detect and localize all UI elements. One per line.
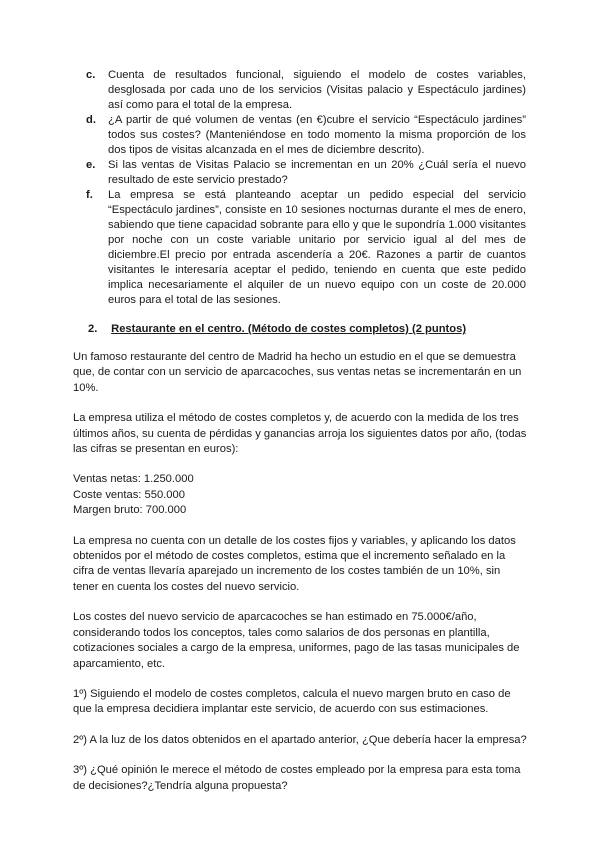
- section-body: [73, 350, 528, 809]
- section-number: 2.: [88, 323, 98, 335]
- list-item-text: ¿A partir de qué volumen de ventas (en €)cubre el servicio “Espectáculo jardines” todos sus costes? (Manteniéndose en todo momento la misma proporción de los dos tipos de visitas alcanzada en el mes de diciembre descrito).: [108, 114, 526, 156]
- list-marker: e.: [86, 159, 96, 171]
- list-marker: f.: [86, 189, 93, 201]
- new-service-paragraph: Los costes del nuevo servicio de aparcacoches se han estimado en 75.000€/año, considerando todos los conceptos, tales como salarios de dos personas en plantilla, cotizaciones sociales a cargo de la empresa, uniformes, pago de las tasas municipales de aparcamiento, etc.: [73, 611, 520, 670]
- figure-margen-bruto: Margen bruto: 700.000: [73, 504, 187, 517]
- figure-coste-ventas: Coste ventas: 550.000: [73, 488, 185, 501]
- question-2: 2º) A la luz de los datos obtenidos en el apartado anterior, ¿Que debería hacer la empresa?: [73, 733, 527, 746]
- figure-ventas-netas: Ventas netas: 1.250.000: [73, 473, 194, 486]
- question-1: 1º) Siguiendo el modelo de costes completos, calcula el nuevo margen bruto en caso de que la empresa decidiera implantar este servicio, de acuerdo con sus estimaciones.: [73, 687, 511, 716]
- list-item-text: Cuenta de resultados funcional, siguiendo el modelo de costes variables, desglosada por cada uno de los servicios (Visitas palacio y Espectáculo jardines) así como para el total de la empresa.: [108, 69, 526, 111]
- list-item-text: Si las ventas de Visitas Palacio se incrementan en un 20% ¿Cuál sería el nuevo resultado de este servicio prestado?: [108, 159, 526, 186]
- intro-paragraph: Un famoso restaurante del centro de Madrid ha hecho un estudio en el que se demuestra que, de contar con un servicio de aparcacoches, sus ventas netas se incrementarán en un 10%.: [73, 351, 522, 394]
- list-item-e: [86, 158, 526, 188]
- detail-paragraph: La empresa no cuenta con un detalle de los costes fijos y variables, y aplicando los datos obtenidos por el método de costes completos, estima que el incremento señalado en la cifra de ventas llevaría aparejado un incremento de los costes también de un 10%, sin tener en cuenta los costes del nuevo servicio.: [73, 534, 516, 593]
- section-title: Restaurante en el centro. (Método de costes completos) (2 puntos): [111, 323, 467, 335]
- list-item-text: La empresa se está planteando aceptar un pedido especial del servicio “Espectáculo jardines”, consiste en 10 sesiones nocturnas durante el mes de enero, sabiendo que tiene capacidad sobrante para ello y que le supondría 1.000 visitantes por noche con un coste variable unitario por servicio igual al del mes de diciembre.El precio por entrada ascendería a 20€. Razones a partir de cuantos visitantes le interesaría aceptar el pedido, teniendo en cuenta que este pedido implica necesariamente el alquiler de un nuevo equipo con un coste de 20.000 euros para el total de las sesiones.: [108, 189, 526, 306]
- method-paragraph: La empresa utiliza el método de costes completos y, de acuerdo con la medida de los tres últimos años, su cuenta de pérdidas y ganancias arroja los siguientes datos por año, (todas las cifras se presentan en euros):: [73, 412, 527, 456]
- financial-figures: [73, 472, 528, 518]
- list-item-d: [86, 113, 526, 158]
- section-heading: [88, 322, 466, 337]
- question-3: 3º) ¿Qué opinión le merece el método de costes empleado por la empresa para esta toma de decisiones?¿Tendría alguna propuesta?: [73, 764, 521, 792]
- list-item-f: [86, 188, 526, 308]
- list-marker: d.: [86, 114, 96, 126]
- list-marker: c.: [86, 69, 96, 81]
- question-list: [86, 68, 526, 308]
- list-item-c: [86, 68, 526, 113]
